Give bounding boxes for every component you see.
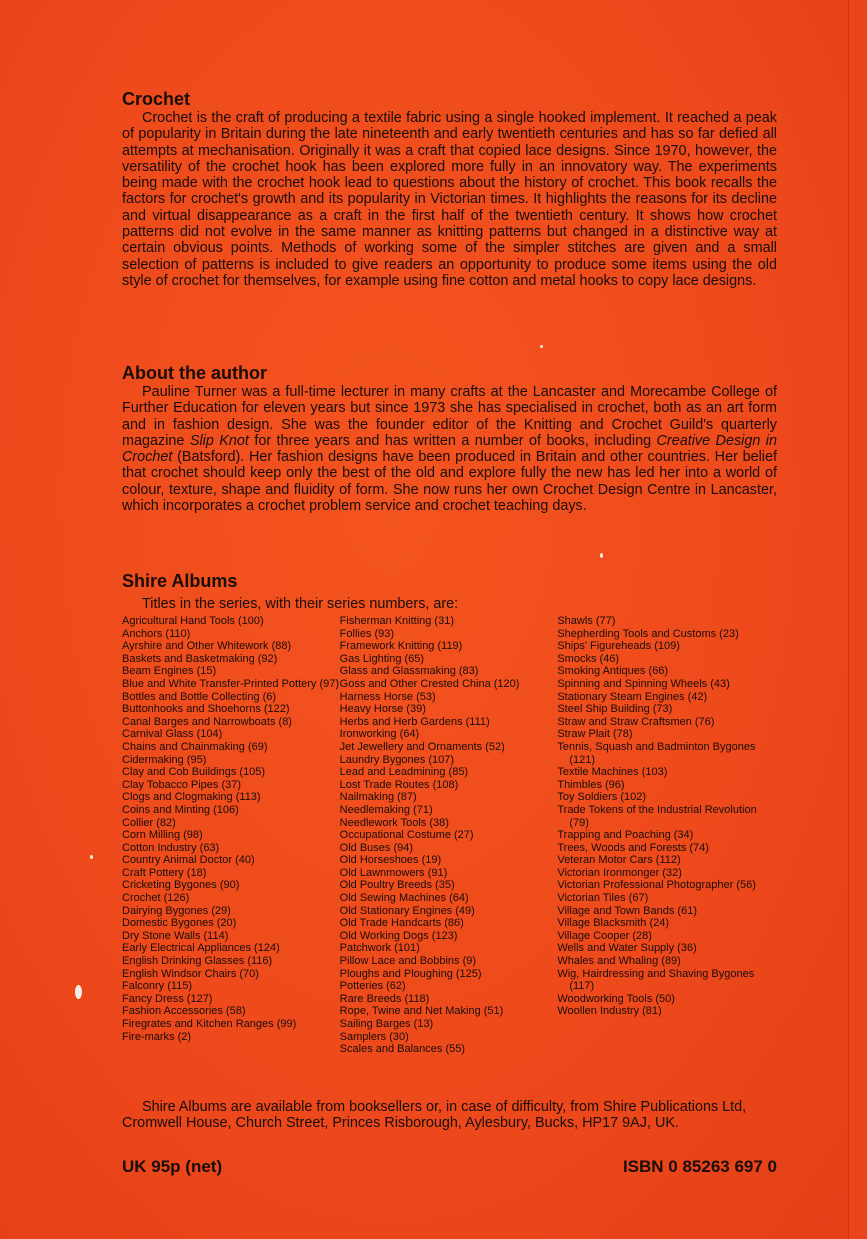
series-title-item: Firegrates and Kitchen Ranges (99) [122,1018,297,1030]
series-title-item: Chains and Chainmaking (69) [122,740,268,753]
price-label: UK 95p (net) [122,1157,223,1176]
series-title-item: Smoking Antiques (66) [557,665,669,678]
crochet-section [122,88,777,289]
series-title-item: Woodworking Tools (50) [557,992,675,1005]
series-title-item: Trapping and Poaching (34) [557,829,694,842]
series-title-item: Canal Barges and Narrowboats (8) [122,715,292,728]
book-spine-edge [848,0,867,1239]
series-title-item: Fisherman Knitting (31) [339,615,454,627]
series-column-2 [340,615,558,1056]
series-title-item: Fashion Accessories (58) [122,1005,246,1018]
series-title-item: Wig, Hairdressing and Shaving Bygones (117) [557,967,755,993]
series-title-item: English Windsor Chairs (70) [122,967,259,980]
series-title-item: Coins and Minting (106) [122,803,239,816]
series-title-item: Needlemaking (71) [339,803,433,816]
series-title-item: Jet Jewellery and Ornaments (52) [339,740,505,753]
series-title-item: Herbs and Herb Gardens (111) [339,715,490,728]
series-title-item: Veteran Motor Cars (112) [557,854,681,867]
series-title-item: Textile Machines (103) [557,766,668,779]
series-title-item: Glass and Glassmaking (83) [339,665,479,678]
series-title-item: Toy Soldiers (102) [557,791,646,804]
series-title-item: Sailing Barges (13) [339,1018,434,1030]
series-title-item: Needlework Tools (38) [339,816,449,829]
wear-mark [75,985,82,999]
series-title-item: Spinning and Spinning Wheels (43) [557,677,730,690]
series-title-item: Harness Horse (53) [339,690,436,703]
series-title-item: Laundry Bygones (107) [339,753,455,766]
series-title-item: Village and Town Bands (61) [557,904,697,917]
series-title-item: Ships' Figureheads (109) [557,640,680,653]
series-title-item: Craft Pottery (18) [122,866,207,879]
series-title-item: Victorian Ironmonger (32) [557,866,682,879]
series-title-item: Stationary Steam Engines (42) [557,690,708,703]
series-title-item: Clay Tobacco Pipes (37) [122,778,242,791]
series-title-item: Domestic Bygones (20) [122,917,237,930]
series-title-item: Potteries (62) [339,980,406,993]
wear-mark [600,553,603,558]
series-title-item: Corn Milling (98) [122,829,203,842]
about-author-heading: About the author [122,363,267,383]
wear-mark [90,855,93,859]
series-title-list [122,615,777,1056]
series-title-item: Victorian Tiles (67) [557,892,649,905]
magazine-title: Slip Knot [189,432,249,449]
series-title-item: Old Working Dogs (123) [339,929,458,942]
series-title-item: Crochet (126) [122,892,190,905]
series-title-item: Old Horseshoes (19) [339,854,442,867]
series-title-item: Old Sewing Machines (64) [339,892,469,905]
series-title-item: Patchwork (101) [339,942,420,955]
series-title-item: Early Electrical Appliances (124) [122,942,280,955]
series-title-item: Scales and Balances (55) [339,1043,466,1056]
series-title-item: Steel Ship Building (73) [557,703,673,716]
series-title-item: Whales and Whaling (89) [557,955,681,968]
series-title-item: Trade Tokens of the Industrial Revolution (79) [557,803,757,829]
series-title-item: Straw Plait (78) [557,728,633,741]
series-title-item: Goss and Other Crested China (120) [339,677,520,690]
author-bio: Pauline Turner was a full-time lecturer in many crafts at the Lancaster and Morecambe College of Further Education for eleven years but since 1973 she has specialised in crochet, both as an art form and in fashion design. She was the founder editor of the Knitting and Crochet Guild's quarterly magazine Slip Knot for three years and has written a number of books, including Creative Design in Crochet (Batsford). Her fashion designs have been produced in Britain and other countries. Her belief that crochet should keep only the best of the old and explore fully the new has led her into a world of colour, texture, shape and fluidity of form. She now runs her own Crochet Design Centre in Lancaster, which incorporates a crochet problem service and crochet teaching days. [122,384,777,515]
series-title-item: Occupational Costume (27) [339,829,474,842]
series-title-item: Fancy Dress (127) [122,992,213,1005]
series-title-item: Clogs and Clogmaking (113) [122,791,261,804]
book-title: Creative Design in Crochet [122,432,777,466]
about-author-section [122,362,777,514]
series-title-item: Pillow Lace and Bobbins (9) [339,955,477,968]
crochet-description: Crochet is the craft of producing a textile fabric using a single hooked implement. It reached a peak of popularity in Britain during the late nineteenth and early twentieth centuries and has so far defied all attempts at mechanisation. Originally it was a craft that copied lace designs. Since 1970, however, the versatility of the crochet hook has been explored more fully in an innovatory way. The experiments being made with the crochet hook lead to questions about the history of crochet. This book recalls the factors for crochet's growth and its popularity in Victorian times. It highlights the reasons for its decline and virtual disappearance as a craft in the first half of the twentieth century. It shows how crochet patterns did not evolve in the same manner as knitting patterns but changed in a distinctive way at certain obvious points. Methods of working some of the simpler stitches are given and a small selection of patterns is included to give readers an opportunity to produce some items using the old style of crochet for themselves, for example using fine cotton and metal hooks to copy lace designs. [122,110,777,289]
series-title-item: Shepherding Tools and Customs (23) [557,627,739,640]
series-title-item: Shawls (77) [557,615,616,627]
series-title-item: Ploughs and Ploughing (125) [339,967,482,980]
series-title-item: Smocks (46) [557,652,620,665]
series-title-item: Village Blacksmith (24) [557,917,670,930]
series-title-item: Cricketing Bygones (90) [122,879,240,892]
series-title-item: Falconry (115) [122,980,193,993]
series-title-item: Fire-marks (2) [122,1030,192,1043]
series-title-item: English Drinking Glasses (116) [122,955,273,968]
series-title-item: Country Animal Doctor (40) [122,854,255,867]
series-title-item: Trees, Woods and Forests (74) [557,841,709,854]
series-title-item: Tennis, Squash and Badminton Bygones (121) [557,740,756,766]
series-title-item: Anchors (110) [122,627,191,640]
series-title-item: Carnival Glass (104) [122,728,223,741]
wear-mark [540,345,543,348]
series-intro: Titles in the series, with their series numbers, are: [142,596,459,612]
shire-albums-section [122,570,777,1056]
series-title-item: Blue and White Transfer-Printed Pottery (97) [122,677,340,690]
series-title-item: Agricultural Hand Tools (100) [122,615,264,627]
series-title-item: Gas Lighting (65) [339,652,425,665]
series-title-item: Dry Stone Walls (114) [122,929,229,942]
series-title-item: Old Trade Handcarts (86) [339,917,464,930]
series-title-item: Old Stationary Engines (49) [339,904,475,917]
series-title-item: Buttonhooks and Shoehorns (122) [122,703,290,716]
series-title-item: Baskets and Basketmaking (92) [122,652,278,665]
series-title-item: Heavy Horse (39) [339,703,426,716]
availability-note: Shire Albums are available from booksellers or, in case of difficulty, from Shire Publications Ltd, Cromwell House, Church Street, Princes Risborough, Aylesbury, Bucks, HP17 9AJ, UK. [122,1099,747,1132]
series-title-item: Old Lawnmowers (91) [339,866,448,879]
series-title-item: Woollen Industry (81) [557,1005,662,1018]
series-title-item: Collier (82) [122,816,176,829]
series-column-1 [122,615,340,1056]
shire-albums-heading: Shire Albums [122,571,238,591]
series-title-item: Old Buses (94) [339,841,414,854]
series-title-item: Straw and Straw Craftsmen (76) [557,715,715,728]
series-title-item: Framework Knitting (119) [339,640,463,653]
series-title-item: Ayrshire and Other Whitework (88) [122,640,292,653]
series-title-item: Dairying Bygones (29) [122,904,231,917]
series-title-item: Beam Engines (15) [122,665,217,678]
series-title-item: Follies (93) [339,627,395,640]
series-title-item: Cotton Industry (63) [122,841,220,854]
series-title-item: Rare Breeds (118) [339,992,430,1005]
series-title-item: Samplers (30) [339,1030,409,1043]
series-title-item: Lost Trade Routes (108) [339,778,459,791]
series-title-item: Ironworking (64) [339,728,420,741]
series-title-item: Thimbles (96) [557,778,625,791]
series-title-item: Victorian Professional Photographer (56) [557,879,756,892]
series-title-item: Bottles and Bottle Collecting (6) [122,690,277,703]
series-title-item: Cidermaking (95) [122,753,207,766]
series-title-item: Clay and Cob Buildings (105) [122,766,266,779]
series-title-item: Rope, Twine and Net Making (51) [339,1005,504,1018]
series-column-3 [557,615,777,1056]
series-title-item: Nailmaking (87) [339,791,417,804]
series-title-item: Old Poultry Breeds (35) [339,879,455,892]
series-title-item: Lead and Leadmining (85) [339,766,469,779]
crochet-heading: Crochet [122,89,191,109]
isbn-label: ISBN 0 85263 697 0 [622,1157,777,1176]
series-title-item: Wells and Water Supply (36) [557,942,697,955]
series-title-item: Village Cooper (28) [557,929,652,942]
